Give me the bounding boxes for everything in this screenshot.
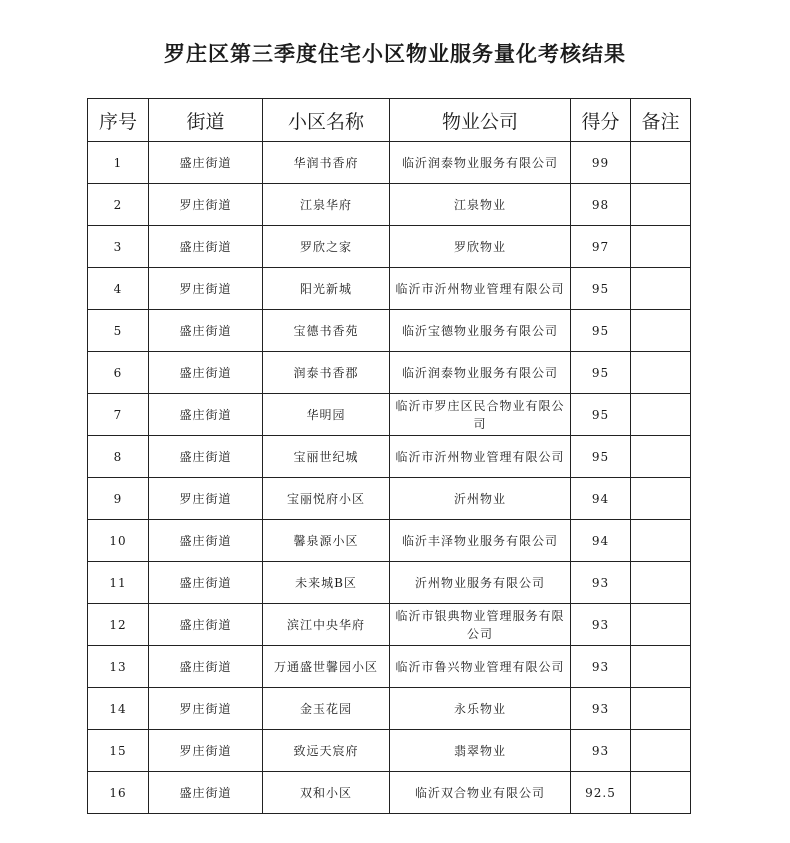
cell-street: 罗庄街道 (149, 478, 263, 520)
table-row (88, 226, 691, 268)
cell-street: 盛庄街道 (149, 604, 263, 646)
table-row (88, 394, 691, 436)
cell-street: 盛庄街道 (149, 352, 263, 394)
table-row (88, 688, 691, 730)
header-row (88, 99, 691, 142)
cell-seq: 8 (88, 436, 149, 478)
cell-company: 江泉物业 (390, 184, 571, 226)
cell-remark (631, 436, 691, 478)
cell-remark (631, 520, 691, 562)
cell-score: 98 (571, 184, 631, 226)
cell-remark (631, 604, 691, 646)
cell-score: 92.5 (571, 772, 631, 814)
table-body (88, 142, 691, 814)
cell-remark (631, 562, 691, 604)
cell-seq: 2 (88, 184, 149, 226)
cell-remark (631, 268, 691, 310)
cell-company: 沂州物业服务有限公司 (390, 562, 571, 604)
cell-seq: 7 (88, 394, 149, 436)
cell-seq: 12 (88, 604, 149, 646)
cell-street: 盛庄街道 (149, 562, 263, 604)
cell-score: 97 (571, 226, 631, 268)
cell-score: 95 (571, 352, 631, 394)
cell-remark (631, 478, 691, 520)
cell-seq: 5 (88, 310, 149, 352)
table-row (88, 268, 691, 310)
cell-street: 盛庄街道 (149, 772, 263, 814)
cell-remark (631, 730, 691, 772)
cell-score: 93 (571, 730, 631, 772)
cell-company: 临沂市罗庄区民合物业有限公司 (390, 394, 571, 436)
table-row (88, 478, 691, 520)
table-row (88, 142, 691, 184)
cell-street: 盛庄街道 (149, 142, 263, 184)
cell-seq: 6 (88, 352, 149, 394)
cell-score: 93 (571, 646, 631, 688)
cell-community: 润泰书香郡 (263, 352, 390, 394)
cell-seq: 16 (88, 772, 149, 814)
cell-street: 罗庄街道 (149, 688, 263, 730)
cell-score: 93 (571, 604, 631, 646)
header-seq: 序号 (88, 99, 149, 142)
cell-company: 临沂市银典物业管理服务有限公司 (390, 604, 571, 646)
cell-company: 临沂宝德物业服务有限公司 (390, 310, 571, 352)
cell-score: 95 (571, 436, 631, 478)
cell-company: 沂州物业 (390, 478, 571, 520)
cell-company: 临沂市鲁兴物业管理有限公司 (390, 646, 571, 688)
cell-remark (631, 352, 691, 394)
cell-street: 盛庄街道 (149, 394, 263, 436)
cell-community: 宝德书香苑 (263, 310, 390, 352)
cell-community: 馨泉源小区 (263, 520, 390, 562)
cell-community: 华明园 (263, 394, 390, 436)
cell-score: 95 (571, 268, 631, 310)
cell-company: 翡翠物业 (390, 730, 571, 772)
table-row (88, 772, 691, 814)
cell-seq: 3 (88, 226, 149, 268)
table-row (88, 310, 691, 352)
cell-street: 罗庄街道 (149, 730, 263, 772)
header-street: 街道 (149, 99, 263, 142)
cell-seq: 11 (88, 562, 149, 604)
cell-community: 双和小区 (263, 772, 390, 814)
cell-seq: 13 (88, 646, 149, 688)
cell-remark (631, 394, 691, 436)
cell-community: 罗欣之家 (263, 226, 390, 268)
cell-remark (631, 142, 691, 184)
cell-score: 93 (571, 688, 631, 730)
cell-company: 临沂润泰物业服务有限公司 (390, 352, 571, 394)
table-row (88, 520, 691, 562)
cell-score: 95 (571, 394, 631, 436)
cell-street: 盛庄街道 (149, 436, 263, 478)
cell-remark (631, 646, 691, 688)
cell-score: 93 (571, 562, 631, 604)
cell-company: 临沂丰泽物业服务有限公司 (390, 520, 571, 562)
cell-community: 宝丽悦府小区 (263, 478, 390, 520)
results-table (87, 98, 691, 814)
cell-community: 滨江中央华府 (263, 604, 390, 646)
cell-street: 盛庄街道 (149, 310, 263, 352)
page-title: 罗庄区第三季度住宅小区物业服务量化考核结果 (164, 42, 626, 66)
cell-remark (631, 310, 691, 352)
table-row (88, 604, 691, 646)
cell-company: 临沂润泰物业服务有限公司 (390, 142, 571, 184)
cell-score: 99 (571, 142, 631, 184)
table-row (88, 436, 691, 478)
header-remark: 备注 (631, 99, 691, 142)
cell-community: 未来城B区 (263, 562, 390, 604)
cell-street: 罗庄街道 (149, 268, 263, 310)
cell-community: 金玉花园 (263, 688, 390, 730)
table-row (88, 352, 691, 394)
cell-seq: 14 (88, 688, 149, 730)
table-row (88, 646, 691, 688)
cell-seq: 4 (88, 268, 149, 310)
cell-community: 万通盛世馨园小区 (263, 646, 390, 688)
cell-street: 罗庄街道 (149, 184, 263, 226)
cell-remark (631, 772, 691, 814)
cell-community: 阳光新城 (263, 268, 390, 310)
cell-seq: 10 (88, 520, 149, 562)
cell-seq: 1 (88, 142, 149, 184)
cell-community: 江泉华府 (263, 184, 390, 226)
cell-company: 罗欣物业 (390, 226, 571, 268)
cell-street: 盛庄街道 (149, 646, 263, 688)
cell-company: 永乐物业 (390, 688, 571, 730)
table-row (88, 184, 691, 226)
cell-remark (631, 184, 691, 226)
cell-remark (631, 688, 691, 730)
cell-score: 94 (571, 520, 631, 562)
cell-company: 临沂市沂州物业管理有限公司 (390, 436, 571, 478)
cell-community: 致远天宸府 (263, 730, 390, 772)
header-company: 物业公司 (390, 99, 571, 142)
cell-company: 临沂市沂州物业管理有限公司 (390, 268, 571, 310)
cell-community: 宝丽世纪城 (263, 436, 390, 478)
cell-score: 95 (571, 310, 631, 352)
cell-seq: 9 (88, 478, 149, 520)
cell-score: 94 (571, 478, 631, 520)
cell-company: 临沂双合物业有限公司 (390, 772, 571, 814)
header-score: 得分 (571, 99, 631, 142)
cell-street: 盛庄街道 (149, 226, 263, 268)
header-community: 小区名称 (263, 99, 390, 142)
cell-street: 盛庄街道 (149, 520, 263, 562)
table-row (88, 562, 691, 604)
cell-seq: 15 (88, 730, 149, 772)
table-row (88, 730, 691, 772)
cell-community: 华润书香府 (263, 142, 390, 184)
cell-remark (631, 226, 691, 268)
